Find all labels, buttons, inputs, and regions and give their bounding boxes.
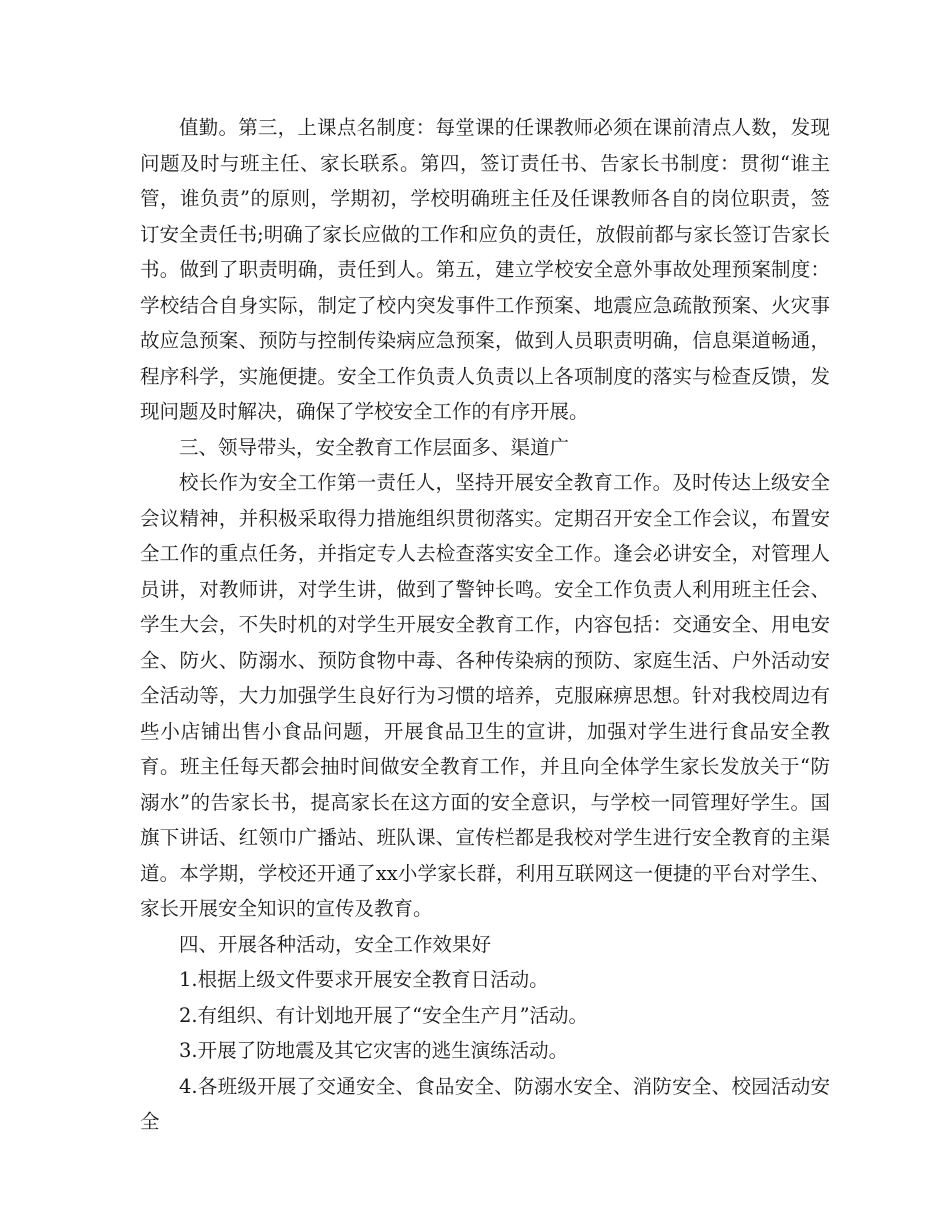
list-item-1: 1.根据上级文件要求开展安全教育日活动。 <box>179 968 549 991</box>
list-item-3: 3.开展了防地震及其它灾害的逃生演练活动。 <box>179 1039 569 1062</box>
document-body <box>140 110 830 1140</box>
list-item-4: 4.各班级开展了交通安全、食品安全、防溺水安全、消防安全、校园活动安全 <box>140 1074 830 1133</box>
paragraph-safety-systems: 值勤。第三，上课点名制度：每堂课的任课教师必须在课前清点人数，发现问题及时与班主任、家长联系。第四，签订责任书、告家长书制度：贯彻“谁主管，谁负责”的原则，学期初，学校明确班主任及任课教师各自的岗位职责，签订安全责任书;明确了家长应做的工作和应负的责任，放假前都与家长签订告家长书。做到了职责明确，责任到人。第五，建立学校安全意外事故处理预案制度：学校结合自身实际，制定了校内突发事件工作预案、地震应急疏散预案、火灾事故应急预案、预防与控制传染病应急预案，做到人员职责明确，信息渠道畅通，程序科学，实施便捷。安全工作负责人负责以上各项制度的落实与检查反馈，发现问题及时解决，确保了学校安全工作的有序开展。 <box>140 116 830 423</box>
paragraph-leadership-education: 校长作为安全工作第一责任人，坚持开展安全教育工作。及时传达上级安全会议精神，并积极采取得力措施组织贯彻落实。定期召开安全工作会议，布置安全工作的重点任务，并指定专人去检查落实安全工作。逢会必讲安全，对管理人员讲，对教师讲，对学生讲，做到了警钟长鸣。安全工作负责人利用班主任会、学生大会，不失时机的对学生开展安全教育工作，内容包括：交通安全、用电安全、防火、防溺水、预防食物中毒、各种传染病的预防、家庭生活、户外活动安全活动等，大力加强学生良好行为习惯的培养，克服麻痹思想。针对我校周边有些小店铺出售小食品问题，开展食品卫生的宣讲，加强对学生进行食品安全教育。班主任每天都会抽时间做安全教育工作，并且向全体学生家长发放关于“防溺水”的告家长书，提高家长在这方面的安全意识，与学校一同管理好学生。国旗下讲话、红领巾广播站、班队课、宣传栏都是我校对学生进行安全教育的主渠道。本学期，学校还开通了xx小学家长群，利用互联网这一便捷的平台对学生、家长开展安全知识的宣传及教育。 <box>140 471 830 920</box>
section-heading-three: 三、领导带头，安全教育工作层面多、渠道广 <box>179 435 570 459</box>
list-item-2: 2.有组织、有计划地开展了“安全生产月”活动。 <box>179 1003 589 1027</box>
section-heading-four: 四、开展各种活动，安全工作效果好 <box>179 932 492 956</box>
